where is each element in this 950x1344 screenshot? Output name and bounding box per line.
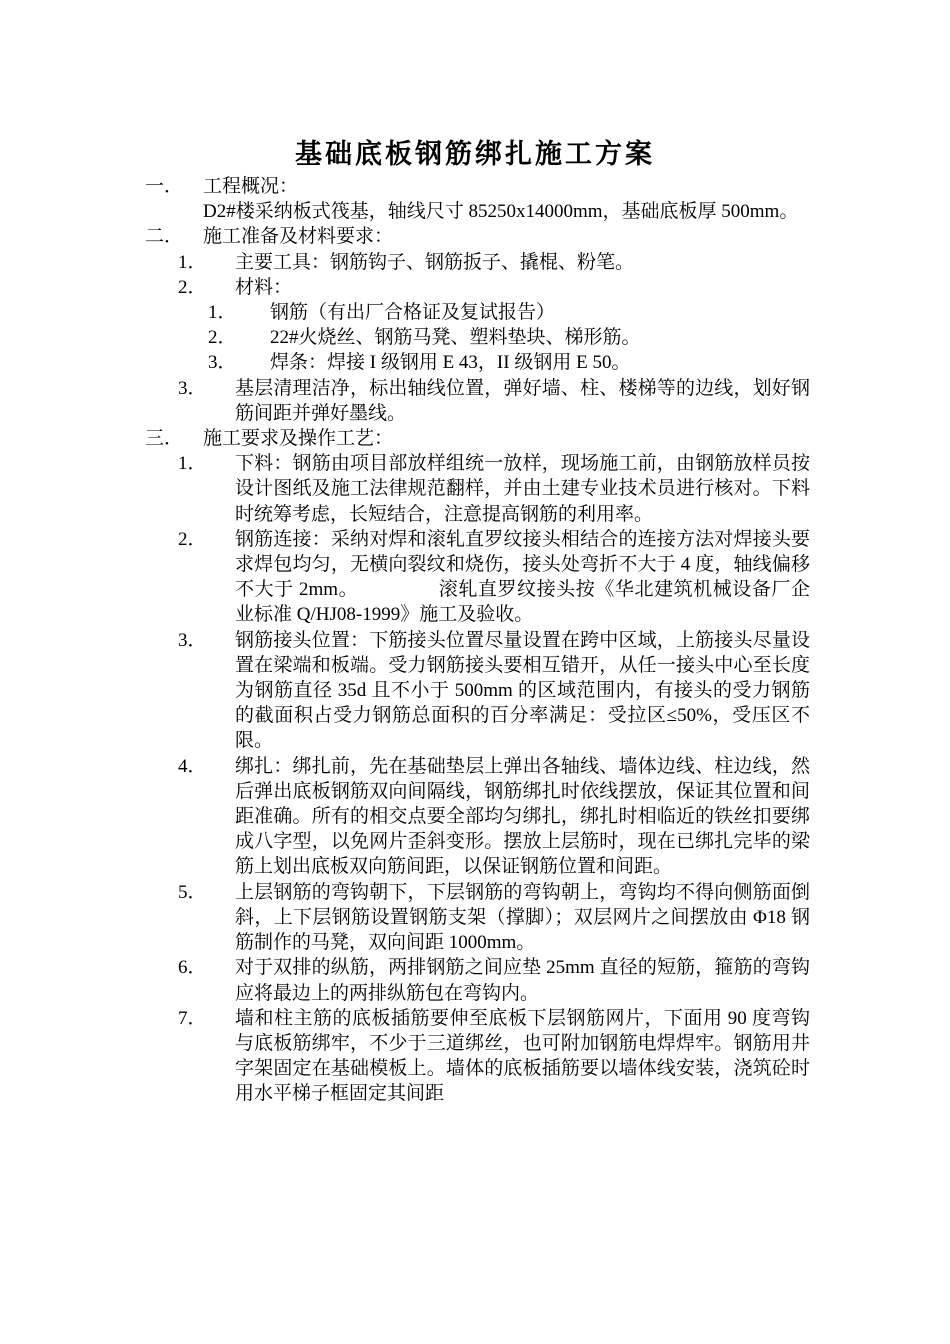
sub-list-item xyxy=(145,350,810,375)
section-number: 二． xyxy=(145,226,184,248)
item-number: 5． xyxy=(178,881,207,903)
sub-item-number: 3． xyxy=(208,352,237,374)
item-text xyxy=(235,527,810,628)
item-number: 6． xyxy=(178,957,207,979)
item-text: 下料：钢筋由项目部放样组统一放样，现场施工前，由钢筋放样员按设计图纸及施工法律规范翻样，并由土建专业技术员进行核对。下料时统筹考虑，长短结合，注意提高钢筋的利用率。 xyxy=(235,453,810,525)
item-text: 材料： xyxy=(235,276,293,298)
item-number: 2． xyxy=(178,276,207,298)
section-1 xyxy=(145,174,810,199)
item-text: 钢筋接头位置：下筋接头位置尽量设置在跨中区域，上筋接头尽量设置在梁端和板端。受力钢筋接头要相互错开，从任一接头中心至长度为钢筋直径 35d 且不小于 500mm 的区域范围内，有接头的受力钢筋的截面积占受力钢筋总面积的百分率满足：受拉区≤50%，受压区不限。 xyxy=(235,629,810,752)
sub-list-item xyxy=(145,300,810,325)
item-number: 3． xyxy=(178,377,207,399)
item-number: 7． xyxy=(178,1007,207,1029)
item-number: 1． xyxy=(178,251,207,273)
section-2 xyxy=(145,224,810,249)
document-body xyxy=(145,174,810,1107)
section-heading: 施工准备及材料要求： xyxy=(203,226,394,248)
sub-item-text: 22#火烧丝、钢筋马凳、塑料垫块、梯形筋。 xyxy=(270,327,641,349)
document-title: 基础底板钢筋绑扎施工方案 xyxy=(295,139,655,170)
list-item xyxy=(145,527,810,628)
item-number: 2． xyxy=(178,528,207,550)
section-3 xyxy=(145,426,810,451)
item-text: 主要工具：钢筋钩子、钢筋扳子、撬棍、粉笔。 xyxy=(235,251,635,273)
section-heading: 工程概况： xyxy=(203,176,299,197)
sub-item-number: 1． xyxy=(208,302,237,324)
item-text: 对于双排的纵筋，两排钢筋之间应垫 25mm 直径的短筋，箍筋的弯钩应将最边上的两排纵筋包在弯钩内。 xyxy=(235,957,810,1004)
list-item xyxy=(145,628,810,754)
sub-item-number: 2． xyxy=(208,327,237,349)
item-text-part: 钢筋连接：采纳对焊和滚轧直罗纹接头相结合的连接方法对焊接头要求焊包均匀，无横向裂纹和烧伤，接头处弯折不大于 4 度，轴线偏移不大于 2mm。 xyxy=(235,528,810,601)
list-item xyxy=(145,451,810,527)
section-number: 一． xyxy=(145,176,184,197)
list-item xyxy=(145,955,810,1005)
section-number: 三． xyxy=(145,428,184,450)
section-1-body xyxy=(145,199,810,224)
list-item xyxy=(145,275,810,300)
paragraph: D2#楼采纳板式筏基，轴线尺寸 85250x14000mm，基础底板厚 500mm。 xyxy=(203,201,799,223)
item-text: 绑扎：绑扎前，先在基础垫层上弹出各轴线、墙体边线、柱边线，然后弹出底板钢筋双向间隔线，钢筋绑扎时依线摆放，保证其位置和间距准确。所有的相交点要全部均匀绑扎，绑扎时相临近的铁丝扣要绑成八字型，以免网片歪斜变形。摆放上层筋时，现在已绑扎完毕的梁筋上划出底板双向筋间距，以保证钢筋位置和间距。 xyxy=(235,755,810,878)
item-number: 4． xyxy=(178,755,207,777)
item-number: 3． xyxy=(178,629,207,651)
item-text: 墙和柱主筋的底板插筋要伸至底板下层钢筋网片，下面用 90 度弯钩与底板筋绑牢，不少于三道绑丝，也可附加钢筋电焊焊牢。钢筋用井字架固定在基础模板上。墙体的底板插筋要以墙体线安装，浇筑砼时用水平梯子框固定其间距 xyxy=(235,1007,810,1105)
item-text: 上层钢筋的弯钩朝下，下层钢筋的弯钩朝上，弯钩均不得向侧筋面倒斜，上下层钢筋设置钢筋支架（撑脚）；双层网片之间摆放由 Φ18 钢筋制作的马凳，双向间距 1000mm。 xyxy=(235,881,810,954)
item-text-part: 滚轧直罗纹接头按《华北建筑机械设备厂企业标准 Q/HJ08-1999》施工及验收。 xyxy=(235,579,810,626)
section-heading: 施工要求及操作工艺： xyxy=(203,428,394,450)
sub-item-text: 钢筋（有出厂合格证及复试报告） xyxy=(270,302,556,324)
list-item xyxy=(145,880,810,956)
list-item xyxy=(145,250,810,275)
sub-list-item xyxy=(145,325,810,350)
sub-item-text: 焊条：焊接 I 级钢用 E 43，II 级钢用 E 50。 xyxy=(270,352,631,374)
list-item xyxy=(145,1006,810,1107)
list-item xyxy=(145,754,810,880)
item-text: 基层清理洁净，标出轴线位置，弹好墙、柱、楼梯等的边线，划好钢筋间距并弹好墨线。 xyxy=(235,377,810,424)
item-number: 1． xyxy=(178,453,207,475)
list-item xyxy=(145,376,810,426)
